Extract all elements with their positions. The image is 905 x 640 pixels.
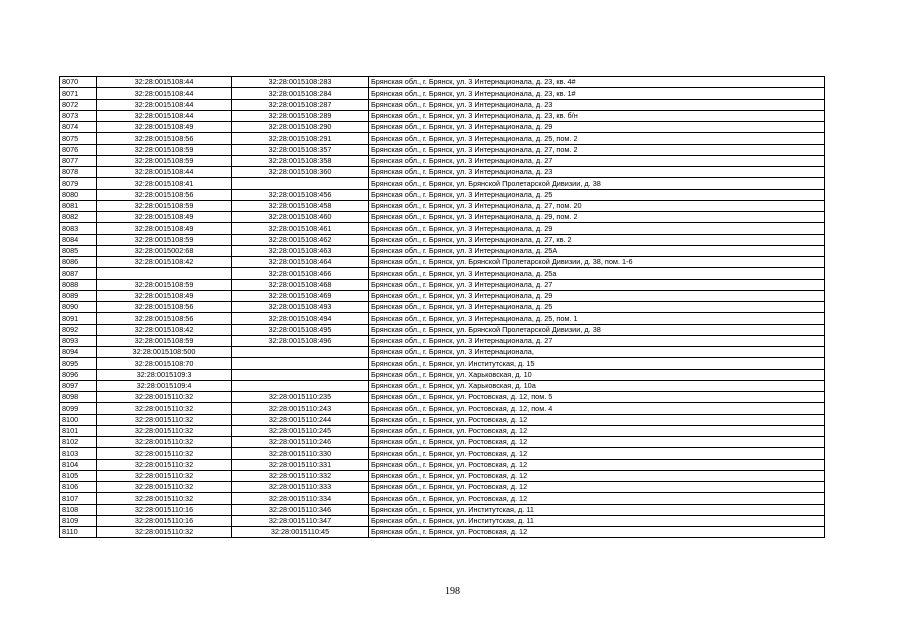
cadastral-block-cell: 32:28:0015108:49	[97, 122, 232, 133]
cadastral-block-cell: 32:28:0015108:56	[97, 189, 232, 200]
table-row	[60, 200, 825, 211]
cadastral-block-cell: 32:28:0015110:32	[97, 403, 232, 414]
row-number-cell: 8079	[60, 178, 97, 189]
cadastral-number-cell: 32:28:0015108:458	[232, 200, 369, 211]
table-row	[60, 493, 825, 504]
cadastral-number-cell: 32:28:0015108:466	[232, 268, 369, 279]
table-row	[60, 77, 825, 88]
address-cell: Брянская обл., г. Брянск, ул. 3 Интернационала, д. 23	[369, 99, 825, 110]
cadastral-block-cell: 32:28:0015108:44	[97, 88, 232, 99]
table-row	[60, 133, 825, 144]
row-number-cell: 8098	[60, 392, 97, 403]
row-number-cell: 8095	[60, 358, 97, 369]
cadastral-block-cell: 32:28:0015108:59	[97, 234, 232, 245]
cadastral-block-cell: 32:28:0015110:32	[97, 414, 232, 425]
cadastral-block-cell: 32:28:0015110:32	[97, 527, 232, 538]
cadastral-number-cell: 32:28:0015108:463	[232, 245, 369, 256]
address-cell: Брянская обл., г. Брянск, ул. 3 Интернационала, д. 27, кв. 2	[369, 234, 825, 245]
cadastral-block-cell: 32:28:0015110:32	[97, 392, 232, 403]
address-cell: Брянская обл., г. Брянск, ул. 3 Интернационала, д. 29	[369, 223, 825, 234]
cadastral-number-cell: 32:28:0015108:495	[232, 324, 369, 335]
cadastral-block-cell: 32:28:0015108:44	[97, 77, 232, 88]
cadastral-number-cell: 32:28:0015110:235	[232, 392, 369, 403]
cadastral-block-cell: 32:28:0015108:44	[97, 110, 232, 121]
cadastral-block-cell: 32:28:0015108:49	[97, 290, 232, 301]
address-cell: Брянская обл., г. Брянск, ул. Ростовская, д. 12	[369, 448, 825, 459]
address-cell: Брянская обл., г. Брянск, ул. Ростовская, д. 12	[369, 482, 825, 493]
address-cell: Брянская обл., г. Брянск, ул. Ростовская, д. 12	[369, 425, 825, 436]
page-number: 198	[445, 586, 460, 597]
cadastral-block-cell: 32:28:0015109:4	[97, 380, 232, 391]
cadastral-number-cell: 32:28:0015110:334	[232, 493, 369, 504]
table-row	[60, 88, 825, 99]
cadastral-block-cell: 32:28:0015108:59	[97, 155, 232, 166]
cadastral-block-cell: 32:28:0015108:44	[97, 99, 232, 110]
row-number-cell: 8077	[60, 155, 97, 166]
cadastral-block-cell: 32:28:0015108:56	[97, 313, 232, 324]
table-row	[60, 448, 825, 459]
cadastral-number-cell: 32:28:0015108:496	[232, 335, 369, 346]
row-number-cell: 8107	[60, 493, 97, 504]
row-number-cell: 8083	[60, 223, 97, 234]
table-row	[60, 122, 825, 133]
row-number-cell: 8073	[60, 110, 97, 121]
address-cell: Брянская обл., г. Брянск, ул. 3 Интернационала, д. 29	[369, 290, 825, 301]
table-row	[60, 234, 825, 245]
table-row	[60, 380, 825, 391]
cadastral-block-cell: 32:28:0015108:49	[97, 212, 232, 223]
cadastral-number-cell	[232, 178, 369, 189]
cadastral-block-cell: 32:28:0015110:16	[97, 504, 232, 515]
table-row	[60, 144, 825, 155]
cadastral-number-cell: 32:28:0015108:456	[232, 189, 369, 200]
table-row	[60, 437, 825, 448]
cadastral-block-cell: 32:28:0015110:32	[97, 437, 232, 448]
address-cell: Брянская обл., г. Брянск, ул. Брянской Пролетарской Дивизии, д. 38	[369, 324, 825, 335]
cadastral-number-cell: 32:28:0015108:468	[232, 279, 369, 290]
address-cell: Брянская обл., г. Брянск, ул. 3 Интернационала, д. 27, пом. 2	[369, 144, 825, 155]
row-number-cell: 8097	[60, 380, 97, 391]
cadastral-number-cell: 32:28:0015110:246	[232, 437, 369, 448]
table-row	[60, 358, 825, 369]
table-row	[60, 110, 825, 121]
cadastral-number-cell: 32:28:0015108:360	[232, 167, 369, 178]
address-cell: Брянская обл., г. Брянск, ул. 3 Интернационала, д. 23, кв. 4#	[369, 77, 825, 88]
row-number-cell: 8087	[60, 268, 97, 279]
address-cell: Брянская обл., г. Брянск, ул. Институтская, д. 15	[369, 358, 825, 369]
cadastral-number-cell: 32:28:0015110:45	[232, 527, 369, 538]
table-row	[60, 335, 825, 346]
cadastral-number-cell: 32:28:0015108:494	[232, 313, 369, 324]
cadastral-number-cell: 32:28:0015110:333	[232, 482, 369, 493]
row-number-cell: 8104	[60, 459, 97, 470]
table-row	[60, 470, 825, 481]
table-row	[60, 245, 825, 256]
cadastral-number-cell: 32:28:0015108:358	[232, 155, 369, 166]
cadastral-number-cell	[232, 380, 369, 391]
row-number-cell: 8099	[60, 403, 97, 414]
address-cell: Брянская обл., г. Брянск, ул. Ростовская, д. 12	[369, 437, 825, 448]
cadastral-number-cell: 32:28:0015110:332	[232, 470, 369, 481]
cadastral-number-cell: 32:28:0015110:331	[232, 459, 369, 470]
table-row	[60, 155, 825, 166]
row-number-cell: 8110	[60, 527, 97, 538]
address-cell: Брянская обл., г. Брянск, ул. Харьковская, д. 10а	[369, 380, 825, 391]
cadastral-number-cell: 32:28:0015108:291	[232, 133, 369, 144]
table-row	[60, 403, 825, 414]
address-cell: Брянская обл., г. Брянск, ул. Ростовская, д. 12	[369, 493, 825, 504]
row-number-cell: 8106	[60, 482, 97, 493]
table-row	[60, 347, 825, 358]
row-number-cell: 8084	[60, 234, 97, 245]
cadastral-number-cell: 32:28:0015108:357	[232, 144, 369, 155]
cadastral-number-cell: 32:28:0015110:330	[232, 448, 369, 459]
table-row	[60, 313, 825, 324]
cadastral-block-cell	[97, 268, 232, 279]
cadastral-block-cell: 32:28:0015110:32	[97, 448, 232, 459]
address-cell: Брянская обл., г. Брянск, ул. 3 Интернационала, д. 29	[369, 122, 825, 133]
cadastral-number-cell: 32:28:0015110:244	[232, 414, 369, 425]
row-number-cell: 8105	[60, 470, 97, 481]
row-number-cell: 8085	[60, 245, 97, 256]
table-row	[60, 279, 825, 290]
address-cell: Брянская обл., г. Брянск, ул. Ростовская, д. 12	[369, 527, 825, 538]
address-cell: Брянская обл., г. Брянск, ул. 3 Интернационала, д. 25	[369, 302, 825, 313]
address-cell: Брянская обл., г. Брянск, ул. Ростовская, д. 12	[369, 414, 825, 425]
row-number-cell: 8071	[60, 88, 97, 99]
row-number-cell: 8101	[60, 425, 97, 436]
table-row	[60, 482, 825, 493]
cadastral-number-cell: 32:28:0015110:243	[232, 403, 369, 414]
address-cell: Брянская обл., г. Брянск, ул. Ростовская, д. 12, пом. 5	[369, 392, 825, 403]
address-cell: Брянская обл., г. Брянск, ул. 3 Интернационала, д. 25	[369, 189, 825, 200]
cadastral-block-cell: 32:28:0015110:32	[97, 425, 232, 436]
cadastral-block-cell: 32:28:0015108:42	[97, 324, 232, 335]
row-number-cell: 8094	[60, 347, 97, 358]
table-row	[60, 290, 825, 301]
address-cell: Брянская обл., г. Брянск, ул. Институтская, д. 11	[369, 515, 825, 526]
row-number-cell: 8090	[60, 302, 97, 313]
cadastral-number-cell: 32:28:0015108:464	[232, 257, 369, 268]
table-row	[60, 223, 825, 234]
table-row	[60, 515, 825, 526]
address-cell: Брянская обл., г. Брянск, ул. 3 Интернационала, д. 25А	[369, 245, 825, 256]
address-cell: Брянская обл., г. Брянск, ул. 3 Интернационала,	[369, 347, 825, 358]
cadastral-number-cell: 32:28:0015108:284	[232, 88, 369, 99]
cadastral-number-cell: 32:28:0015108:493	[232, 302, 369, 313]
table-row	[60, 392, 825, 403]
cadastral-block-cell: 32:28:0015110:32	[97, 470, 232, 481]
address-cell: Брянская обл., г. Брянск, ул. 3 Интернационала, д. 27	[369, 335, 825, 346]
cadastral-number-cell: 32:28:0015108:461	[232, 223, 369, 234]
cadastral-block-cell: 32:28:0015108:41	[97, 178, 232, 189]
cadastral-block-cell: 32:28:0015108:42	[97, 257, 232, 268]
cadastral-number-cell	[232, 347, 369, 358]
address-cell: Брянская обл., г. Брянск, ул. 3 Интернационала, д. 25, пом. 1	[369, 313, 825, 324]
row-number-cell: 8088	[60, 279, 97, 290]
cadastral-block-cell: 32:28:0015110:16	[97, 515, 232, 526]
cadastral-block-cell: 32:28:0015108:59	[97, 144, 232, 155]
cadastral-number-cell: 32:28:0015108:469	[232, 290, 369, 301]
cadastral-number-cell	[232, 358, 369, 369]
table-row	[60, 268, 825, 279]
row-number-cell: 8103	[60, 448, 97, 459]
address-cell: Брянская обл., г. Брянск, ул. 3 Интернационала, д. 27, пом. 20	[369, 200, 825, 211]
cadastral-block-cell: 32:28:0015108:56	[97, 133, 232, 144]
table-row	[60, 99, 825, 110]
cadastral-block-cell: 32:28:0015002:68	[97, 245, 232, 256]
address-cell: Брянская обл., г. Брянск, ул. Ростовская, д. 12	[369, 470, 825, 481]
cadastral-block-cell: 32:28:0015108:59	[97, 335, 232, 346]
row-number-cell: 8089	[60, 290, 97, 301]
row-number-cell: 8100	[60, 414, 97, 425]
address-cell: Брянская обл., г. Брянск, ул. Брянской Пролетарской Дивизии, д. 38, пом. 1-6	[369, 257, 825, 268]
table-row	[60, 324, 825, 335]
cadastral-number-cell: 32:28:0015110:245	[232, 425, 369, 436]
cadastral-block-cell: 32:28:0015108:49	[97, 223, 232, 234]
row-number-cell: 8091	[60, 313, 97, 324]
table-row	[60, 414, 825, 425]
cadastral-number-cell: 32:28:0015108:287	[232, 99, 369, 110]
cadastral-number-cell: 32:28:0015108:290	[232, 122, 369, 133]
address-cell: Брянская обл., г. Брянск, ул. 3 Интернационала, д. 23, кв. б/н	[369, 110, 825, 121]
table-row	[60, 178, 825, 189]
row-number-cell: 8072	[60, 99, 97, 110]
cadastral-number-cell: 32:28:0015110:346	[232, 504, 369, 515]
address-cell: Брянская обл., г. Брянск, ул. 3 Интернационала, д. 27	[369, 279, 825, 290]
cadastral-block-cell: 32:28:0015108:59	[97, 279, 232, 290]
address-cell: Брянская обл., г. Брянск, ул. Институтская, д. 11	[369, 504, 825, 515]
row-number-cell: 8078	[60, 167, 97, 178]
cadastral-number-cell: 32:28:0015110:347	[232, 515, 369, 526]
table-row	[60, 459, 825, 470]
row-number-cell: 8093	[60, 335, 97, 346]
row-number-cell: 8096	[60, 369, 97, 380]
address-cell: Брянская обл., г. Брянск, ул. Брянской Пролетарской Дивизии, д. 38	[369, 178, 825, 189]
address-cell: Брянская обл., г. Брянск, ул. Ростовская, д. 12	[369, 459, 825, 470]
row-number-cell: 8109	[60, 515, 97, 526]
row-number-cell: 8082	[60, 212, 97, 223]
table-row	[60, 504, 825, 515]
cadastral-block-cell: 32:28:0015108:56	[97, 302, 232, 313]
row-number-cell: 8076	[60, 144, 97, 155]
table-row	[60, 369, 825, 380]
cadastral-block-cell: 32:28:0015108:59	[97, 200, 232, 211]
address-cell: Брянская обл., г. Брянск, ул. 3 Интернационала, д. 27	[369, 155, 825, 166]
table-row	[60, 527, 825, 538]
registry-table	[59, 76, 825, 538]
row-number-cell: 8102	[60, 437, 97, 448]
table-row	[60, 167, 825, 178]
cadastral-block-cell: 32:28:0015108:44	[97, 167, 232, 178]
cadastral-block-cell: 32:28:0015110:32	[97, 493, 232, 504]
address-cell: Брянская обл., г. Брянск, ул. 3 Интернационала, д. 23	[369, 167, 825, 178]
address-cell: Брянская обл., г. Брянск, ул. 3 Интернационала, д. 25, пом. 2	[369, 133, 825, 144]
cadastral-number-cell: 32:28:0015108:283	[232, 77, 369, 88]
row-number-cell: 8086	[60, 257, 97, 268]
registry-table-body	[60, 77, 825, 538]
cadastral-number-cell	[232, 369, 369, 380]
address-cell: Брянская обл., г. Брянск, ул. 3 Интернационала, д. 29, пом. 2	[369, 212, 825, 223]
address-cell: Брянская обл., г. Брянск, ул. Ростовская, д. 12, пом. 4	[369, 403, 825, 414]
table-row	[60, 425, 825, 436]
cadastral-number-cell: 32:28:0015108:462	[232, 234, 369, 245]
cadastral-block-cell: 32:28:0015108:500	[97, 347, 232, 358]
table-row	[60, 189, 825, 200]
row-number-cell: 8075	[60, 133, 97, 144]
cadastral-number-cell: 32:28:0015108:460	[232, 212, 369, 223]
row-number-cell: 8080	[60, 189, 97, 200]
row-number-cell: 8074	[60, 122, 97, 133]
cadastral-block-cell: 32:28:0015109:3	[97, 369, 232, 380]
cadastral-block-cell: 32:28:0015110:32	[97, 459, 232, 470]
address-cell: Брянская обл., г. Брянск, ул. Харьковская, д. 10	[369, 369, 825, 380]
row-number-cell: 8070	[60, 77, 97, 88]
cadastral-block-cell: 32:28:0015108:70	[97, 358, 232, 369]
row-number-cell: 8092	[60, 324, 97, 335]
table-row	[60, 257, 825, 268]
address-cell: Брянская обл., г. Брянск, ул. 3 Интернационала, д. 25а	[369, 268, 825, 279]
table-row	[60, 302, 825, 313]
cadastral-number-cell: 32:28:0015108:289	[232, 110, 369, 121]
address-cell: Брянская обл., г. Брянск, ул. 3 Интернационала, д. 23, кв. 1#	[369, 88, 825, 99]
table-row	[60, 212, 825, 223]
row-number-cell: 8081	[60, 200, 97, 211]
row-number-cell: 8108	[60, 504, 97, 515]
cadastral-block-cell: 32:28:0015110:32	[97, 482, 232, 493]
